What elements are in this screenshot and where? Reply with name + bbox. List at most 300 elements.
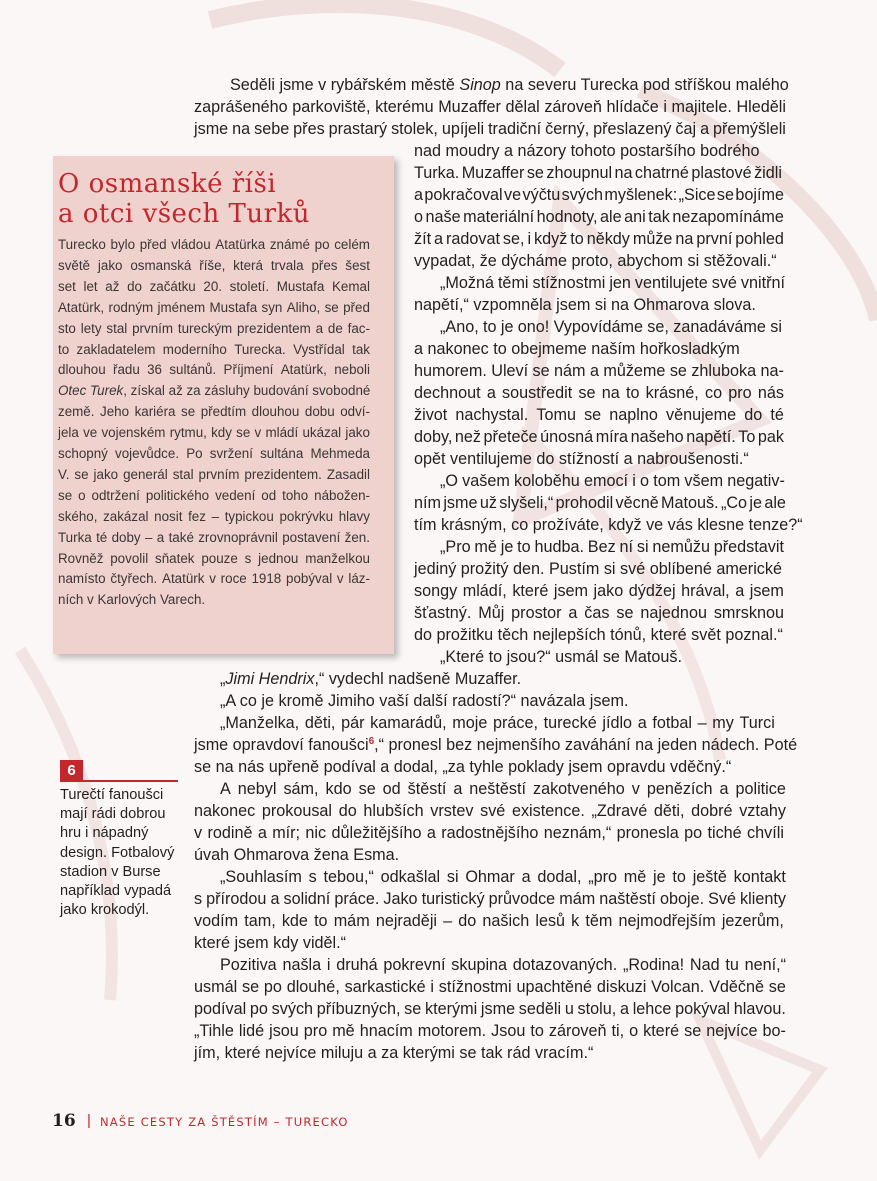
article-word: sám,	[283, 780, 319, 798]
article-word: podíval	[194, 1000, 247, 1018]
article-word: „Pro	[440, 538, 471, 556]
sidebar-word: se	[58, 487, 73, 503]
article-word: žít	[414, 230, 432, 248]
sidebar-word: řadu	[112, 362, 140, 378]
sidebar-italic-term: Otec Turek	[58, 383, 124, 399]
sidebar-word: odtržení	[91, 487, 140, 503]
article-word: emocí	[583, 472, 629, 490]
article-line	[220, 778, 786, 800]
article-word: klienty	[740, 890, 786, 908]
article-word: se	[669, 362, 687, 380]
article-line	[440, 470, 785, 492]
article-word: jsem	[553, 582, 589, 600]
article-word: hrával,	[681, 582, 730, 600]
article-word: upíjeli	[441, 120, 485, 138]
article-word: pokýval	[675, 1000, 731, 1018]
article-line	[414, 294, 764, 316]
article-word: mír;	[272, 824, 301, 842]
sidebar-line	[58, 549, 370, 570]
article-word: se	[526, 164, 544, 182]
article-word: kterými	[425, 1000, 478, 1018]
sidebar-line	[58, 319, 370, 340]
article-word: dlouhé,	[286, 978, 340, 996]
article-word: jsem	[749, 582, 784, 600]
sidebar-title-line-2: a otci všech Turků	[58, 199, 311, 229]
sidebar-word: Turecko	[58, 237, 106, 252]
sidebar-word: ukázal	[302, 425, 342, 441]
sidebar-word: Jeho	[100, 404, 130, 420]
article-word: pak	[757, 428, 784, 446]
article-word: to	[517, 538, 531, 556]
article-word: když	[534, 230, 568, 248]
sidebar-word: Aliho,	[286, 299, 321, 315]
sidebar-word: světě	[58, 257, 91, 273]
article-text-segment: jsme opravdoví fanoušci	[194, 736, 369, 754]
article-word: štěstí	[407, 780, 447, 798]
article-word: mě	[332, 1022, 355, 1040]
sidebar-word: rodným	[108, 299, 154, 315]
sidebar-word: ského,	[58, 508, 98, 524]
article-word: s	[194, 890, 203, 908]
article-word: moje	[452, 714, 488, 732]
sidebar-word: rytmu,	[169, 425, 207, 441]
sidebar-word: sultána	[260, 446, 304, 461]
article-word: –	[443, 912, 453, 930]
article-text-segment: a nakonec to obejmeme naším hořkosladkým	[414, 340, 740, 358]
sidebar-word: Po	[186, 446, 203, 461]
sidebar-word: jako	[345, 425, 370, 441]
article-word: existence.	[511, 802, 585, 820]
article-word: Můj	[478, 604, 505, 622]
article-text-segment: tím krásným, co prožíváte, když ve vás klesne tenze?“	[414, 516, 803, 534]
article-line	[414, 228, 784, 250]
sidebar-word: dlouhou	[251, 404, 300, 420]
article-word: které	[512, 582, 549, 600]
article-line	[414, 514, 803, 536]
article-word: a	[568, 604, 578, 622]
article-word: hodnoty,	[536, 208, 598, 226]
article-word: to	[570, 230, 584, 248]
article-word: přes	[293, 120, 325, 138]
sidebar-word: toho	[282, 487, 309, 503]
article-line	[414, 426, 784, 448]
article-line	[414, 404, 784, 426]
sidebar-word: jela	[58, 425, 79, 441]
article-word: zhoupnul	[546, 164, 613, 182]
sidebar-word: a	[156, 529, 165, 545]
article-word: vztahy	[739, 802, 786, 820]
sidebar-line	[58, 256, 370, 277]
sidebar-title-line-1: O osmanské říši	[58, 169, 277, 199]
article-word: to	[672, 868, 686, 886]
article-text-segment: ,“ vydechl nadšeně Muzaffer.	[314, 670, 522, 688]
article-word: pokračoval	[424, 186, 503, 204]
article-word: nebyl	[237, 780, 277, 798]
article-word: přeslazený	[593, 120, 672, 138]
article-word: na	[614, 164, 633, 182]
article-word: do	[338, 802, 357, 820]
article-word: negativ-	[727, 472, 785, 490]
article-text-segment: ,“ pronesl bez nejmenšího zaváhání na jeden nádech. Poté	[374, 736, 798, 754]
article-word: hnacím	[359, 1022, 413, 1040]
article-word: tiché	[707, 824, 742, 842]
article-word: smrsknou	[713, 604, 784, 622]
article-word: najednou	[640, 604, 707, 622]
article-word: černý,	[545, 120, 590, 138]
article-word: prokousal	[261, 802, 333, 820]
article-word: je	[500, 318, 514, 336]
sidebar-word: schopný	[58, 446, 108, 461]
sidebar-word: stal	[172, 466, 194, 482]
article-word: pro	[728, 384, 752, 402]
article-word: majitele.	[671, 98, 732, 116]
sidebar-word: pokrývku	[279, 508, 334, 524]
article-word: našla	[282, 956, 322, 974]
article-word: kterému	[375, 98, 434, 116]
article-word: „Sice	[678, 186, 716, 204]
sidebar-word: hlavy	[338, 508, 370, 524]
sidebar-word: šest	[345, 257, 370, 273]
article-word: mládí,	[462, 582, 507, 600]
article-line	[194, 1020, 786, 1042]
article-word: kde	[281, 912, 308, 930]
sidebar-word: trvala	[270, 257, 304, 273]
article-text-segment: jím, které nejvíce miluju a za kterými se tak rád vracím.“	[194, 1044, 594, 1062]
article-word: Své	[708, 890, 737, 908]
sidebar-word: celém	[334, 237, 370, 252]
article-word: do	[458, 912, 477, 930]
article-word: práce,	[492, 714, 538, 732]
sidebar-word: jménem	[157, 299, 206, 315]
article-word: v	[194, 824, 203, 842]
sidebar-line	[58, 444, 370, 465]
article-text-segment: se na nás upřeně podíval a dodal, „za tyhle poklady jsem opravdu vděčný.“	[194, 758, 732, 776]
sidebar-line	[58, 235, 370, 256]
article-word: o	[640, 472, 650, 490]
sidebar-line	[58, 486, 370, 507]
article-word: po	[684, 824, 703, 842]
sidebar-word: předtím	[200, 404, 247, 420]
article-word: Matouš.	[661, 494, 719, 512]
sidebar-line	[58, 402, 370, 423]
article-word: ještě	[692, 868, 727, 886]
article-line	[220, 712, 775, 734]
article-line	[414, 624, 784, 646]
article-word: těmi	[497, 274, 529, 292]
sidebar-line	[58, 465, 370, 486]
article-word: život	[414, 406, 448, 424]
article-word: a	[486, 384, 496, 402]
sidebar-line	[58, 381, 370, 402]
sidebar-word: pobýval	[286, 571, 333, 587]
caption-line: Turečtí fanoušci	[60, 787, 164, 803]
article-word: jako	[593, 582, 624, 600]
sidebar-word: známé	[269, 237, 311, 252]
article-text-segment: napětí,“ vzpomněla jsem si na Ohmarova slova.	[414, 296, 756, 314]
article-line	[194, 932, 374, 954]
article-word: a	[521, 868, 531, 886]
sidebar-line	[58, 507, 370, 528]
sidebar-word: lety	[80, 320, 102, 336]
article-word: přírodou	[206, 890, 267, 908]
sidebar-word: v	[336, 571, 344, 587]
article-text-segment: Seděli jsme v rybářském městě	[230, 76, 460, 94]
sidebar-word: –	[211, 508, 220, 524]
caption-line: stadion v Burse	[60, 863, 161, 880]
article-line	[440, 316, 782, 338]
article-line	[194, 96, 786, 118]
article-word: Pozitiva	[220, 956, 277, 974]
article-word: mě	[474, 538, 497, 556]
sidebar-word: Příjmení	[223, 362, 274, 378]
sidebar-word: 36	[147, 362, 163, 378]
sidebar-word: jednou	[258, 550, 299, 566]
article-word: svých	[561, 186, 604, 204]
article-word: kamarádů,	[370, 714, 447, 732]
sidebar-word: Rovněž	[58, 550, 104, 566]
article-word: napětí.	[686, 428, 736, 446]
article-word: se,	[647, 318, 669, 336]
article-word: je	[500, 538, 514, 556]
article-word: druhá	[336, 956, 378, 974]
article-word: není,“	[744, 956, 786, 974]
article-word: to	[483, 318, 497, 336]
article-word: jezerům,	[721, 912, 784, 930]
article-word: Vypovídáme	[553, 318, 643, 336]
sidebar-line	[58, 528, 370, 549]
sidebar-word: která	[233, 257, 263, 273]
sidebar-word: sto	[58, 320, 76, 336]
sidebar-word: let	[83, 278, 98, 294]
article-line	[220, 668, 550, 690]
article-word: se,	[502, 230, 525, 248]
article-word: upachtěné	[516, 978, 593, 996]
caption-number-badge: 6	[60, 760, 83, 781]
sidebar-word: moderního	[162, 341, 227, 357]
sidebar-word: roce	[220, 571, 247, 587]
article-word: nemůžu	[652, 538, 710, 556]
article-word: Jako	[383, 890, 418, 908]
sidebar-word: generál	[123, 466, 168, 482]
article-word: jsme	[443, 494, 478, 512]
article-word: stížnostmi	[438, 978, 512, 996]
article-word: ono!	[517, 318, 550, 336]
sidebar-word: to	[58, 341, 70, 357]
article-word: chvíli	[747, 824, 784, 842]
article-line	[414, 338, 752, 360]
article-word: nachystal.	[455, 406, 529, 424]
article-word: na	[601, 384, 620, 402]
article-word: se	[616, 604, 634, 622]
article-word: Vděčně	[709, 978, 764, 996]
article-word: oboje.	[659, 890, 705, 908]
article-word: „Tihle	[194, 1022, 234, 1040]
sidebar-word: zrovnoprávnil	[198, 529, 278, 545]
article-word: dobré	[691, 802, 733, 820]
article-word: radostnějšího	[441, 824, 539, 842]
article-word: parkoviště,	[292, 98, 371, 116]
article-word: a	[637, 714, 647, 732]
article-line	[194, 800, 786, 822]
article-word: nás	[757, 384, 784, 402]
article-word: naše	[425, 208, 461, 226]
sidebar-word: stal	[106, 320, 128, 336]
sidebar-word: postavení	[282, 529, 341, 545]
article-word: si	[770, 318, 782, 336]
article-word: které	[643, 1022, 680, 1040]
article-word: a	[414, 186, 424, 204]
sidebar-word: až	[105, 278, 120, 294]
article-word: kontakt	[733, 868, 786, 886]
article-text-segment: úvah Ohmarova žena Esma.	[194, 846, 400, 864]
article-word: vnitřní	[740, 274, 785, 292]
article-word: jídlo	[602, 714, 633, 732]
article-word: na-	[760, 362, 784, 380]
article-word: solidní	[283, 890, 331, 908]
article-word: naplno	[609, 406, 658, 424]
sidebar-word: Atatürk,	[58, 299, 105, 315]
sidebar-word: Atatürk,	[280, 362, 327, 378]
sidebar-word: manželkou	[305, 550, 370, 566]
article-word: stížnostmi	[532, 274, 606, 292]
article-text-segment: opět ventilujeme do stížností a nabroušenosti.“	[414, 450, 749, 468]
article-line	[414, 448, 762, 470]
article-word: skupina	[451, 956, 508, 974]
article-word: nic	[305, 824, 327, 842]
sidebar-word: –	[144, 529, 153, 545]
sidebar-word: povolil	[110, 550, 149, 566]
article-word: se	[584, 406, 602, 424]
article-word: vašem	[462, 472, 510, 490]
sidebar-word: fez	[188, 508, 206, 524]
sidebar-word: osmanská	[130, 257, 192, 273]
article-word: lidé	[238, 1022, 265, 1040]
article-word: se	[716, 186, 734, 204]
sidebar-word: 20.	[203, 278, 222, 294]
sidebar-word: se	[236, 425, 251, 441]
article-word: nejraději	[375, 912, 438, 930]
sidebar-word: namísto	[58, 571, 106, 587]
article-line	[220, 954, 786, 976]
sidebar-word: století.	[229, 278, 270, 294]
sidebar-word: pouze	[201, 550, 238, 566]
article-word: přeteče	[483, 428, 538, 446]
article-word: sarkastické	[344, 978, 426, 996]
article-word: se	[578, 384, 596, 402]
sidebar-word: žen.	[344, 529, 370, 545]
article-word: co	[704, 384, 723, 402]
article-word: dechnout	[414, 384, 481, 402]
article-word: čas	[584, 604, 610, 622]
sidebar-word: Mustafa	[276, 278, 325, 294]
sidebar-word: prezidentem.	[244, 466, 322, 482]
article-word: ale	[764, 494, 786, 512]
article-word: dělal	[505, 98, 540, 116]
article-word: myšlenek:	[604, 186, 678, 204]
article-word: To	[738, 428, 756, 446]
article-word: vodím	[194, 912, 239, 930]
article-word: nezapomínáme	[672, 208, 784, 226]
article-word: seděli	[518, 1000, 562, 1018]
article-word: ti,	[611, 1022, 625, 1040]
sidebar-line	[58, 340, 370, 361]
article-word: děti,	[653, 802, 685, 820]
caption-line: například vypadá	[60, 883, 172, 899]
article-word: našeho	[630, 428, 684, 446]
page-number: 16	[52, 1111, 76, 1131]
sidebar-word: vládou	[171, 237, 211, 252]
article-word: –	[697, 714, 707, 732]
article-word: naštěstí	[599, 890, 656, 908]
article-word: Jsou	[491, 1022, 526, 1040]
article-word: rodině	[207, 824, 253, 842]
sidebar-word: s	[244, 550, 252, 566]
article-word: tebou,“	[323, 868, 374, 886]
article-word: svých	[271, 1000, 314, 1018]
caption-rule	[60, 780, 178, 782]
article-word: fotbal	[652, 714, 692, 732]
sidebar-word: nábožen-	[314, 487, 370, 503]
article-word: na	[675, 230, 694, 248]
article-line	[414, 580, 784, 602]
article-word: „Možná	[440, 274, 494, 292]
running-title: NAŠE CESTY ZA ŠTĚSTÍM – TURECKO	[100, 1115, 349, 1129]
article-word: Tomu	[536, 406, 576, 424]
article-word: bo-	[762, 1022, 786, 1040]
article-word: o	[414, 208, 424, 226]
sidebar-word: také	[168, 529, 194, 545]
article-word: „Rodina!	[622, 956, 685, 974]
sidebar-line	[58, 423, 370, 444]
sidebar-word: prezidentem	[237, 320, 311, 336]
article-word: my	[712, 714, 734, 732]
article-word: o	[629, 1022, 639, 1040]
article-word: představit	[713, 538, 784, 556]
article-word: slyšeli,“	[499, 494, 554, 512]
article-word: „Manželka,	[220, 714, 300, 732]
article-word: Muzaffer	[461, 164, 525, 182]
sidebar-text-segment: , získal až za zásluhy budování svobodné	[123, 383, 371, 399]
article-word: plastové	[691, 164, 752, 182]
article-word: od	[382, 780, 401, 798]
article-word: to	[530, 1022, 544, 1040]
sidebar-word: před	[343, 299, 370, 315]
article-word: Nad	[689, 956, 720, 974]
article-word: je	[749, 494, 762, 512]
article-word: i	[430, 978, 434, 996]
article-word: tak	[648, 208, 670, 226]
article-word: a	[619, 1000, 629, 1018]
article-word: všem	[684, 472, 724, 490]
sidebar-text-segment: ních v Karlových Varech.	[58, 592, 206, 608]
article-word: tu	[725, 956, 739, 974]
article-word: příbuzných,	[316, 1000, 401, 1018]
article-word: A	[220, 780, 231, 798]
article-line	[440, 646, 683, 668]
article-word: našich	[482, 912, 530, 930]
article-word: „Co	[720, 494, 748, 512]
sidebar-word: v	[209, 571, 216, 587]
article-word: děti,	[304, 714, 336, 732]
article-line	[414, 360, 784, 382]
article-word: se	[684, 1022, 702, 1040]
article-text-segment: Sinop	[459, 76, 501, 94]
article-line	[414, 382, 784, 404]
sidebar-line	[58, 277, 370, 298]
article-word: hlubších	[363, 802, 424, 820]
article-text-segment: které jsem kdy viděl.“	[194, 934, 347, 952]
sidebar-line	[58, 590, 370, 611]
